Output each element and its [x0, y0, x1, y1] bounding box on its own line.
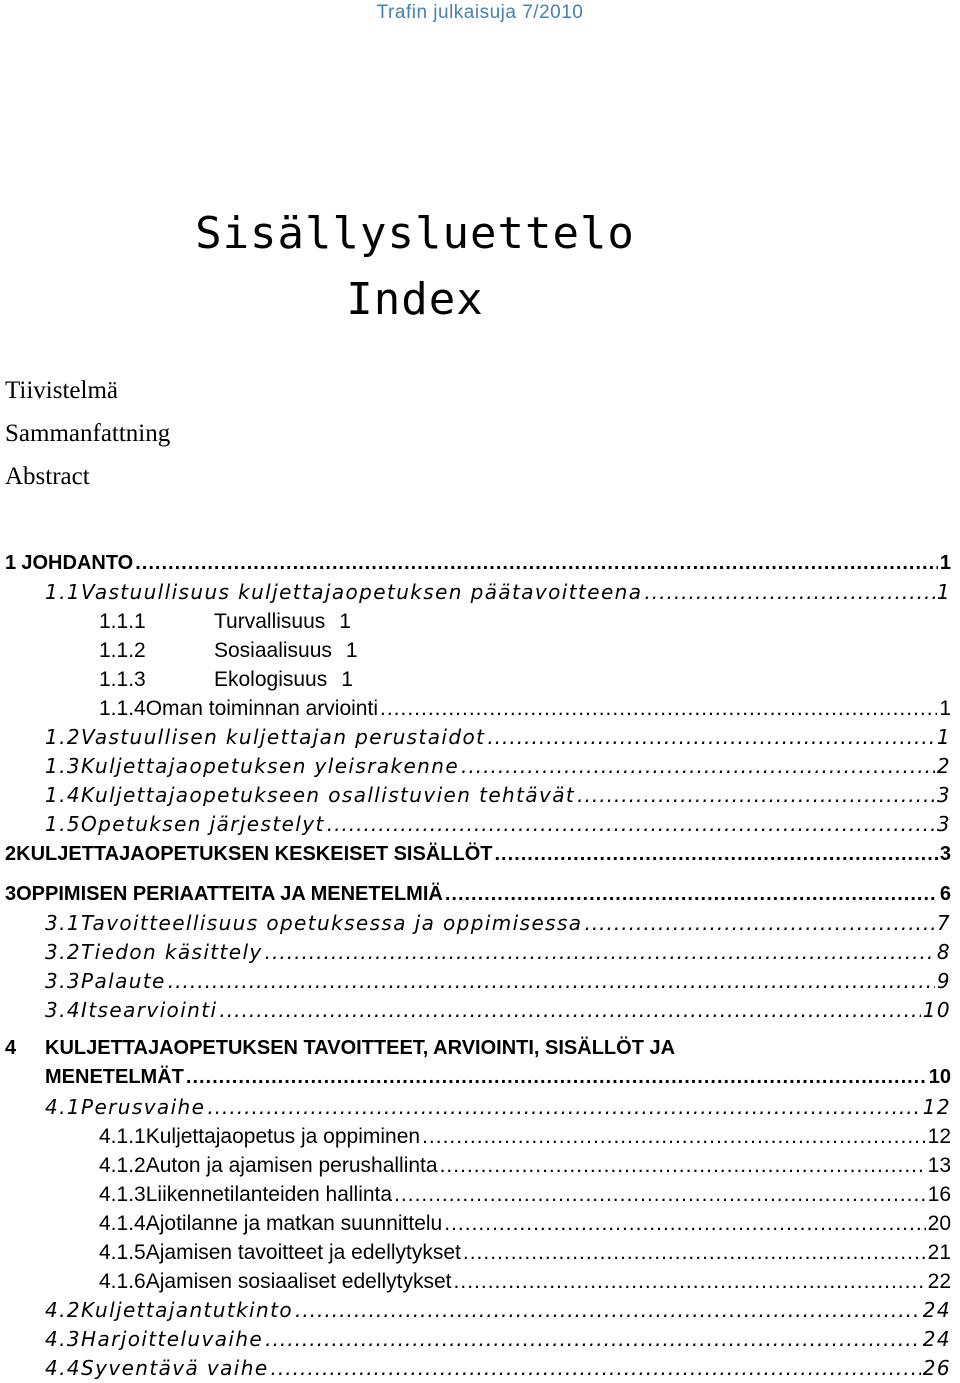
toc-number: 3.2: [45, 940, 82, 964]
toc-number: 4.1.1: [99, 1125, 146, 1148]
prelim-abstract: Abstract: [5, 463, 90, 490]
toc-label: Tiedon käsittely: [81, 940, 263, 964]
toc-page: 9: [936, 969, 951, 993]
toc-leader: [186, 1067, 927, 1087]
toc-page: 6: [939, 883, 951, 905]
toc-label: JOHDANTO: [21, 552, 134, 574]
toc-entry[interactable]: [99, 1271, 951, 1292]
toc-entry[interactable]: [99, 698, 951, 719]
toc-page: 3: [936, 783, 951, 807]
toc-entry[interactable]: [45, 1329, 951, 1349]
toc-number: 4.1.4: [99, 1212, 146, 1235]
toc-entry[interactable]: [99, 669, 353, 690]
toc-leader: [440, 1155, 926, 1176]
toc-leader: [577, 785, 935, 805]
toc-leader: [584, 913, 934, 933]
toc-entry[interactable]: [45, 1300, 951, 1320]
toc-leader: [422, 1126, 926, 1147]
toc-number: 4.1.2: [99, 1154, 146, 1177]
toc-leader: [494, 844, 937, 864]
toc-label: Palaute: [81, 969, 166, 993]
toc-entry[interactable]: [99, 1213, 951, 1234]
toc-label: Sosiaalisuus: [214, 639, 332, 662]
toc-page: 10: [928, 1066, 951, 1088]
toc-number: 1.5: [45, 812, 82, 836]
prelim-sammanfattning: Sammanfattning: [5, 420, 171, 447]
toc-entry[interactable]: [5, 553, 951, 573]
toc-label: Ajamisen sosiaaliset edellytykset: [145, 1270, 452, 1293]
toc-label: Harjoitteluvaihe: [81, 1327, 264, 1351]
toc-entry[interactable]: [99, 611, 351, 632]
toc-entry[interactable]: [45, 727, 951, 747]
toc-label: Kuljettajaopetuksen yleisrakenne: [81, 754, 460, 778]
toc-page: 24: [922, 1327, 951, 1351]
toc-label: Vastuullisen kuljettajan perustaidot: [81, 725, 486, 749]
toc-number: 1.1: [45, 580, 82, 604]
toc-label: Auton ja ajamisen perushallinta: [145, 1154, 438, 1177]
toc-leader: [644, 582, 934, 602]
toc-number: 3: [5, 883, 17, 905]
toc-label: Kuljettajaopetus ja oppiminen: [145, 1125, 421, 1148]
toc-page: 1: [936, 580, 951, 604]
prelim-tiivistelma: Tiivistelmä: [5, 377, 118, 404]
toc-leader: [445, 884, 938, 904]
toc-entry[interactable]: [5, 844, 951, 864]
toc-leader: [444, 1213, 925, 1234]
toc-number: 4.1: [45, 1095, 82, 1119]
toc-page: 20: [927, 1212, 951, 1235]
toc-entry[interactable]: [99, 1184, 951, 1205]
toc-label: MENETELMÄT: [45, 1066, 184, 1088]
toc-entry[interactable]: [45, 1000, 951, 1020]
toc-page: 21: [927, 1241, 951, 1264]
toc-page: 3: [936, 812, 951, 836]
toc-entry[interactable]: [45, 942, 951, 962]
toc-entry-continued[interactable]: [45, 1067, 951, 1087]
toc-number: 4.1.5: [99, 1241, 146, 1264]
toc-label: Ajotilanne ja matkan suunnittelu: [145, 1212, 443, 1235]
toc-number: 1.1.1: [99, 610, 146, 633]
toc-entry[interactable]: [45, 756, 951, 776]
toc-page: 16: [927, 1183, 951, 1206]
toc-leader: [327, 814, 935, 834]
page-title: Sisällysluettelo: [195, 208, 635, 259]
toc-leader: [463, 1242, 926, 1263]
toc-label: Kuljettajaopetukseen osallistuvien tehtävät: [81, 783, 576, 807]
toc-page: 12: [922, 1095, 951, 1119]
toc-page: 1: [939, 552, 951, 574]
toc-entry[interactable]: [45, 785, 951, 805]
toc-label: Ajamisen tavoitteet ja edellytykset: [145, 1241, 461, 1264]
toc-leader: [265, 1329, 921, 1349]
toc-page: 1: [341, 668, 353, 691]
toc-entry[interactable]: [45, 971, 951, 991]
toc-leader: [207, 1097, 920, 1117]
toc-leader: [295, 1300, 921, 1320]
toc-label: Itsearviointi: [81, 998, 218, 1022]
toc-number: 1.4: [45, 783, 82, 807]
toc-number: 4.2: [45, 1298, 82, 1322]
toc-page: 3: [939, 843, 951, 865]
toc-number: 4.3: [45, 1327, 82, 1351]
toc-entry[interactable]: [99, 1126, 951, 1147]
toc-label: OPPIMISEN PERIAATTEITA JA MENETELMIÄ: [16, 883, 443, 905]
toc-number: 1.1.2: [99, 639, 146, 662]
toc-page: 1: [339, 610, 351, 633]
page-subtitle: Index: [346, 274, 484, 325]
toc-number: 1.1.4: [99, 697, 146, 720]
toc-leader: [135, 553, 938, 573]
toc-label: Turvallisuus: [214, 610, 326, 633]
toc-label: Vastuullisuus kuljettajaopetuksen päätavoitteena: [81, 580, 643, 604]
toc-number: 4.4: [45, 1356, 82, 1380]
toc-label: Liikennetilanteiden hallinta: [145, 1183, 393, 1206]
toc-leader: [219, 1000, 920, 1020]
toc-page: 12: [927, 1125, 951, 1148]
toc-label: Tavoitteellisuus opetuksessa ja oppimisessa: [81, 911, 583, 935]
toc-page: 1: [936, 725, 951, 749]
toc-number: 4.1.6: [99, 1270, 146, 1293]
toc-leader: [454, 1271, 926, 1292]
toc-number: 4: [5, 1037, 17, 1059]
toc-label: Ekologisuus: [214, 668, 328, 691]
toc-entry[interactable]: [45, 582, 951, 602]
toc-page: 10: [922, 998, 951, 1022]
toc-label: Perusvaihe: [81, 1095, 206, 1119]
toc-label: Kuljettajantutkinto: [81, 1298, 293, 1322]
toc-page: 7: [936, 911, 951, 935]
toc-page: 26: [922, 1356, 951, 1380]
toc-leader: [380, 698, 937, 719]
toc-entry[interactable]: [99, 1155, 951, 1176]
toc-number: 4.1.3: [99, 1183, 146, 1206]
toc-entry[interactable]: [99, 640, 358, 661]
toc-label: Syventävä vaihe: [81, 1356, 269, 1380]
toc-page: 2: [936, 754, 951, 778]
toc-leader: [168, 971, 935, 991]
toc-number: 3.3: [45, 969, 82, 993]
toc-leader: [394, 1184, 926, 1205]
toc-number: 2: [5, 843, 17, 865]
running-header: Trafin julkaisuja 7/2010: [376, 2, 584, 23]
toc-number: 3.1: [45, 911, 82, 935]
toc-leader: [461, 756, 935, 776]
toc-page: 1: [345, 639, 358, 662]
toc-leader: [487, 727, 935, 747]
toc-label: Opetuksen järjestelyt: [81, 812, 325, 836]
toc-entry[interactable]: [45, 1358, 951, 1378]
toc-entry[interactable]: [5, 1038, 675, 1058]
toc-number: 1.3: [45, 754, 82, 778]
toc-leader: [271, 1358, 921, 1378]
toc-page: 8: [936, 940, 951, 964]
toc-page: 22: [927, 1270, 951, 1293]
toc-page: 13: [927, 1154, 951, 1177]
toc-number: 1.2: [45, 725, 82, 749]
toc-entry[interactable]: [45, 1097, 951, 1117]
toc-number: 3.4: [45, 998, 82, 1022]
toc-label: Oman toiminnan arviointi: [145, 697, 378, 720]
toc-page: 24: [922, 1298, 951, 1322]
toc-label: KULJETTAJAOPETUKSEN KESKEISET SISÄLLÖT: [16, 843, 493, 865]
toc-number: 1: [5, 552, 17, 574]
toc-entry[interactable]: [45, 814, 951, 834]
toc-entry[interactable]: [45, 913, 951, 933]
toc-entry[interactable]: [99, 1242, 951, 1263]
toc-number: 1.1.3: [99, 668, 146, 691]
toc-page: 1: [939, 697, 951, 720]
toc-label: KULJETTAJAOPETUKSEN TAVOITTEET, ARVIOINTI, SISÄLLÖT JA: [45, 1037, 676, 1059]
toc-entry[interactable]: [5, 884, 951, 904]
toc-leader: [265, 942, 935, 962]
